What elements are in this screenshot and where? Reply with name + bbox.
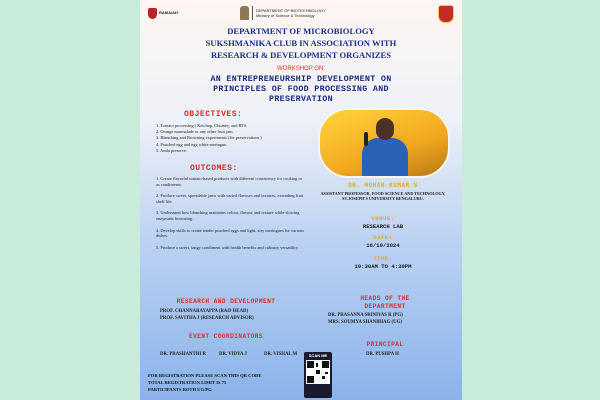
time-value: 10:30AM TO 4:30PM — [354, 263, 412, 270]
outcome-item: 5. Produce a sweet, tangy condiment with health benefits and culinary versatility. — [156, 244, 299, 250]
objective-item: 2. Orange marmalade or any other fruit jam. — [156, 129, 234, 135]
poster — [140, 0, 462, 400]
coordinator-name: DR. PRASHANTHI R — [160, 352, 206, 357]
ramaiah-shield-icon — [148, 8, 157, 19]
registration-info — [148, 372, 308, 393]
objective-item: 4. Poached egg and egg white meringue. — [156, 141, 228, 147]
scan-me-label: SCAN ME — [308, 353, 328, 358]
objective-item: 3. Blanching and Browning experiments (for preservations ) — [156, 135, 262, 141]
head-name: DR. PRASANNA SRINIVAS R (PG) — [328, 313, 403, 318]
head-name: MRS. SOUMYA SHANBHAG (UG) — [328, 320, 402, 325]
coordinator-name: DR. VISHAL M — [264, 352, 298, 357]
registration-qr-code[interactable] — [304, 352, 332, 398]
workshop-on-label: WORKSHOP ON: — [277, 66, 325, 72]
dbt-logo — [240, 4, 326, 22]
speaker-name: DR. MOHAN KUMAR S — [348, 182, 418, 189]
heads-heading-line2: DEPARTMENT — [364, 303, 406, 310]
speaker-description: ASSISTANT PROFESSOR, FOOD SCIENCE AND TECHNOLOGY, ST.JOSEPH'S UNIVERSITY BENGALURU. — [320, 191, 446, 202]
college-crest-icon — [438, 5, 454, 23]
speaker-photo — [318, 108, 450, 178]
header-line3: RESEARCH & DEVELOPMENT ORGANIZES — [210, 50, 392, 60]
objectives-heading: OBJECTIVES: — [184, 110, 243, 119]
date-value: 16/10/2024 — [366, 242, 400, 249]
dbt-logo-line1: DEPARTMENT OF BIOTECHNOLOGY — [256, 8, 326, 13]
objective-item: 5. Amla preserve. — [156, 147, 187, 153]
principal-name: DR. PUSHPA H — [366, 352, 399, 357]
time-label: TIME: — [373, 255, 393, 262]
dbt-logo-line2: Ministry of Science & Technology — [256, 13, 315, 18]
outcomes-list — [156, 176, 306, 256]
rd-name: PROF. CHANNARAYAPPA (R&D HEAD) — [160, 309, 249, 314]
venue-label: VENUE: — [371, 215, 395, 222]
workshop-title-line2: PRINCIPLES OF FOOD PROCESSING AND — [213, 84, 389, 94]
national-emblem-icon — [240, 6, 249, 20]
logo-divider — [252, 6, 253, 20]
outcome-item: 4. Develop skills to create tender poached eggs and light, airy meringues for various dishes. — [156, 227, 304, 239]
principal-heading: PRINCIPAL — [366, 341, 404, 348]
speaker-figure-body — [362, 138, 408, 178]
workshop-title-line3: PRESERVATION — [269, 94, 333, 104]
registration-line2: TOTAL REGISTRATION LIMIT IS 75 — [148, 380, 227, 385]
ramaiah-logo-text: RAMAIAH — [159, 10, 178, 15]
venue-value: RESEARCH LAB — [362, 223, 404, 230]
coordinators-heading: EVENT COORDINATORS — [188, 333, 264, 340]
microphone-icon — [364, 132, 368, 146]
coordinator-name: DR. VIDYA J — [219, 352, 247, 357]
rd-heading: RESEARCH AND DEVELOPMENT — [176, 298, 276, 305]
outcome-item: 3. Understand how blanching maintains colour, flavour and texture while slowing enzymatic browning. — [156, 210, 300, 221]
outcomes-heading: OUTCOMES: — [190, 164, 238, 173]
rd-name: PROF. SAVITHA J (RESEARCH ADVISOR) — [160, 316, 254, 321]
outcome-item: 2. Produce sweet, spreadable jams with varied flavours and textures, extending fruit shelf life. — [156, 193, 304, 204]
registration-line3: PARTICIPANTS BOTH UG/PG — [148, 387, 212, 392]
ramaiah-logo — [148, 6, 182, 20]
date-label: DATE: — [373, 234, 393, 241]
qr-code-icon — [306, 360, 330, 384]
outcome-item: 1. Create flavorful tomato-based products with different consistency for cooking or as condiments. — [156, 176, 303, 187]
header-line2: SUKSHMANIKA CLUB IN ASSOCIATION WITH — [205, 38, 397, 48]
registration-line1: FOR REGISTRATION PLEASE SCAN THIS QR CODE — [148, 373, 262, 378]
workshop-title-line1: AN ENTREPRENEURSHIP DEVELOPMENT ON — [210, 74, 392, 84]
heads-heading-line1: HEADS OF THE — [360, 295, 410, 302]
speaker-figure-head — [376, 118, 394, 140]
header-line1: DEPARTMENT OF MICROBIOLOGY — [227, 26, 375, 36]
objective-item: 1. Tomato processing ( Ketchup, Chutney, and RTS. — [156, 123, 248, 128]
objectives-list — [156, 123, 316, 154]
